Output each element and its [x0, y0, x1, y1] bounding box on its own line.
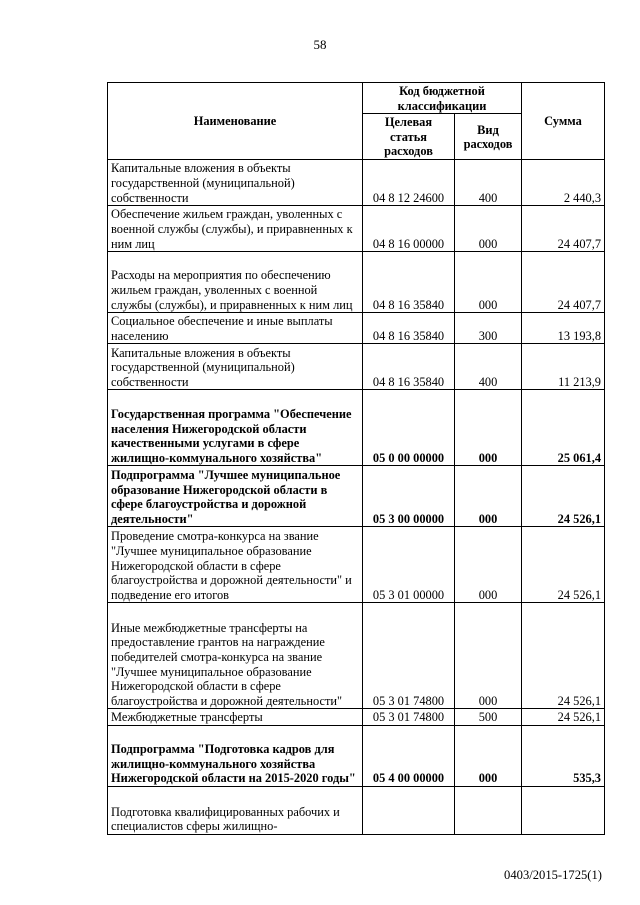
row-target-article: 04 8 16 00000	[363, 206, 455, 252]
row-target-article: 05 3 01 74800	[363, 603, 455, 709]
header-sum: Сумма	[522, 83, 605, 160]
row-expense-type: 000	[455, 206, 522, 252]
row-sum: 24 526,1	[522, 709, 605, 726]
document-code: 0403/2015-1725(1)	[504, 868, 602, 882]
row-expense-type: 000	[455, 603, 522, 709]
row-expense-type: 000	[455, 390, 522, 466]
row-name: Подготовка квалифицированных рабочих и специалистов сферы жилищно-	[108, 786, 363, 834]
table-row	[108, 160, 605, 206]
row-sum: 24 407,7	[522, 252, 605, 313]
table-row	[108, 344, 605, 390]
row-name: Государственная программа "Обеспечение населения Нижегородской области качественными услугами в сфере жилищно-коммунального хозяйства"	[108, 390, 363, 466]
row-target-article: 04 8 16 35840	[363, 252, 455, 313]
table-row	[108, 252, 605, 313]
page-number: 58	[313, 37, 327, 52]
row-sum: 25 061,4	[522, 390, 605, 466]
row-target-article	[363, 786, 455, 834]
row-sum: 13 193,8	[522, 313, 605, 344]
row-target-article: 05 4 00 00000	[363, 725, 455, 786]
row-expense-type: 000	[455, 466, 522, 527]
row-sum: 24 526,1	[522, 466, 605, 527]
row-expense-type: 500	[455, 709, 522, 726]
budget-table	[107, 82, 605, 835]
row-sum: 2 440,3	[522, 160, 605, 206]
row-target-article: 04 8 12 24600	[363, 160, 455, 206]
row-expense-type: 400	[455, 344, 522, 390]
row-name: Межбюджетные трансферты	[108, 709, 363, 726]
table-row	[108, 466, 605, 527]
row-name: Социальное обеспечение и иные выплаты населению	[108, 313, 363, 344]
row-sum: 24 526,1	[522, 603, 605, 709]
row-expense-type: 000	[455, 252, 522, 313]
row-name: Капитальные вложения в объекты государственной (муниципальной) собственности	[108, 344, 363, 390]
header-code-group: Код бюджетной классификации	[363, 83, 522, 114]
table-row	[108, 725, 605, 786]
row-expense-type: 000	[455, 527, 522, 603]
table-row	[108, 390, 605, 466]
row-name: Проведение смотра-конкурса на звание "Лучшее муниципальное образование Нижегородской области в сфере благоустройства и дорожной деятельности" и подведение его итогов	[108, 527, 363, 603]
row-sum: 24 526,1	[522, 527, 605, 603]
table-row	[108, 603, 605, 709]
row-target-article: 04 8 16 35840	[363, 313, 455, 344]
row-target-article: 05 3 01 74800	[363, 709, 455, 726]
row-target-article: 05 3 00 00000	[363, 466, 455, 527]
row-sum	[522, 786, 605, 834]
row-sum: 535,3	[522, 725, 605, 786]
table-row	[108, 313, 605, 344]
row-target-article: 05 0 00 00000	[363, 390, 455, 466]
row-name: Иные межбюджетные трансферты на предоставление грантов на награждение победителей смотра-конкурса на звание "Лучшее муниципальное образование Нижегородской области в сфере благоустройства и дорожной деятельности"	[108, 603, 363, 709]
row-expense-type	[455, 786, 522, 834]
row-name: Подпрограмма "Лучшее муниципальное образование Нижегородской области в сфере благоустройства и дорожной деятельности"	[108, 466, 363, 527]
table-row	[108, 527, 605, 603]
table-row	[108, 786, 605, 834]
header-expense-type: Вид расходов	[455, 114, 522, 160]
row-expense-type: 000	[455, 725, 522, 786]
row-target-article: 05 3 01 00000	[363, 527, 455, 603]
row-name: Расходы на мероприятия по обеспечению жильем граждан, уволенных с военной службы (службы), и приравненных к ним лиц	[108, 252, 363, 313]
table-row	[108, 206, 605, 252]
header-target-article: Целевая статья расходов	[363, 114, 455, 160]
row-sum: 24 407,7	[522, 206, 605, 252]
row-name: Капитальные вложения в объекты государственной (муниципальной) собственности	[108, 160, 363, 206]
row-expense-type: 400	[455, 160, 522, 206]
row-target-article: 04 8 16 35840	[363, 344, 455, 390]
table-row	[108, 709, 605, 726]
row-name: Обеспечение жильем граждан, уволенных с военной службы (службы), и приравненных к ним лиц	[108, 206, 363, 252]
row-expense-type: 300	[455, 313, 522, 344]
row-sum: 11 213,9	[522, 344, 605, 390]
row-name: Подпрограмма "Подготовка кадров для жилищно-коммунального хозяйства Нижегородской области на 2015-2020 годы"	[108, 725, 363, 786]
header-name: Наименование	[108, 83, 363, 160]
